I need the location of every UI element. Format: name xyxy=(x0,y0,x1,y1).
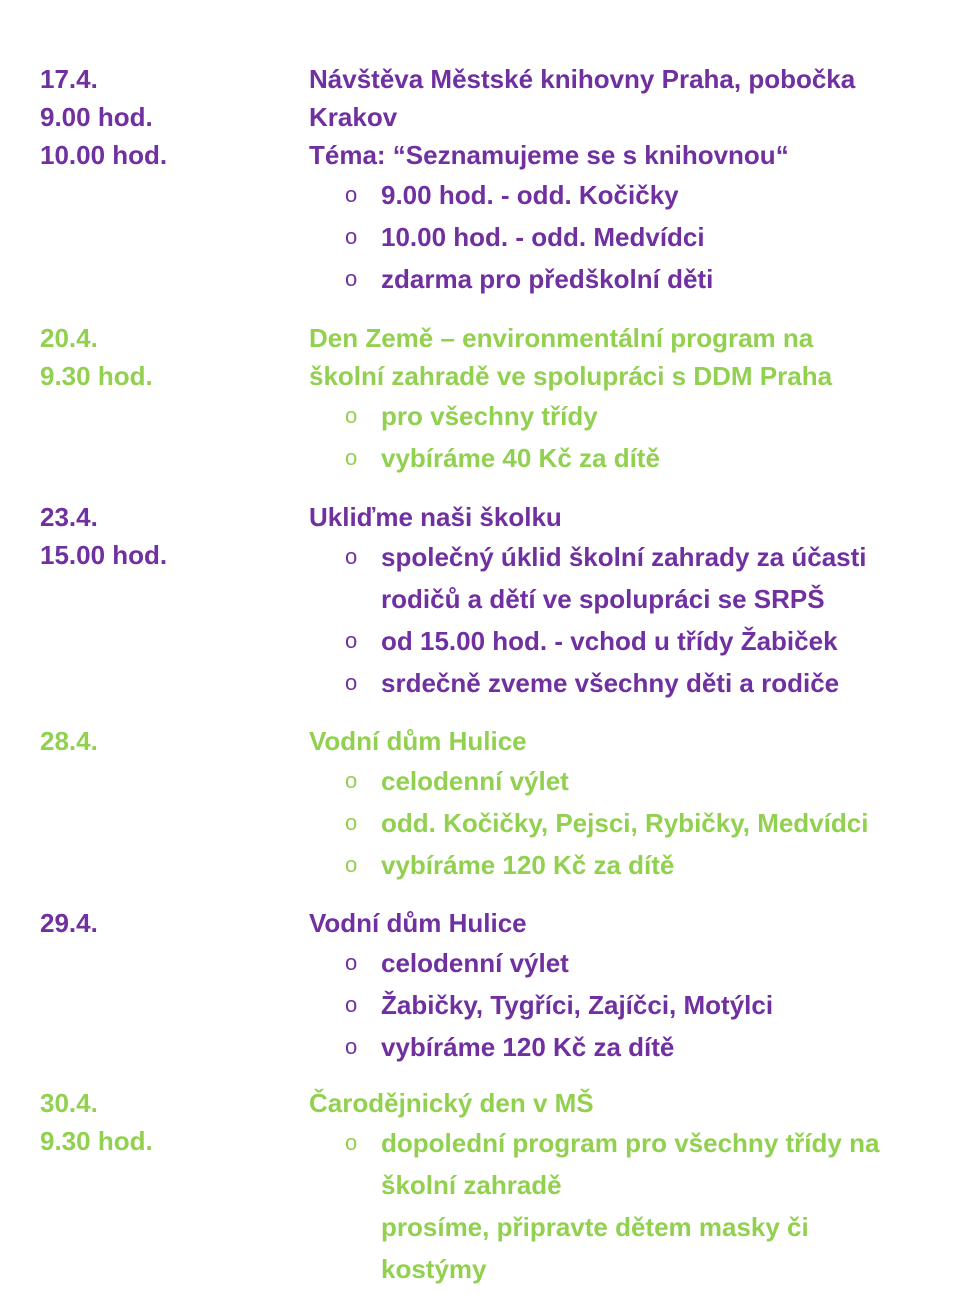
event-title: Téma: “Seznamujeme se s knihovnou“ xyxy=(309,140,789,170)
list-item-text: srdečně zveme všechny děti a rodiče xyxy=(381,668,840,698)
event-title: Den Země – environmentální program na xyxy=(309,323,814,353)
event-title: Čarodějnický den v MŠ xyxy=(309,1088,594,1118)
bullet-circle-icon: o xyxy=(345,670,358,695)
event-bullet-list xyxy=(309,942,949,1068)
list-item-text: vybíráme 40 Kč za dítě xyxy=(381,443,660,473)
list-item-text: Žabičky, Tygříci, Zajíčci, Motýlci xyxy=(381,990,774,1020)
event-details xyxy=(309,1084,949,1290)
event-bullet-list xyxy=(309,1122,949,1290)
event-date-time xyxy=(40,1084,300,1160)
bullet-circle-icon: o xyxy=(345,224,358,249)
event-bullet-list xyxy=(309,174,949,300)
event-date-time xyxy=(40,904,300,942)
list-item xyxy=(309,258,949,300)
list-item-text: celodenní výlet xyxy=(381,766,569,796)
bullet-circle-icon: o xyxy=(345,852,358,877)
list-item-text: zdarma pro předškolní děti xyxy=(381,264,714,294)
event-date: 23.4. xyxy=(40,502,98,532)
event-date-time xyxy=(40,319,300,395)
list-item xyxy=(309,620,949,662)
event-title: Ukliďme naši školku xyxy=(309,502,562,532)
event-details xyxy=(309,60,949,300)
event-title: školní zahradě ve spolupráci s DDM Praha xyxy=(309,361,833,391)
list-item xyxy=(309,174,949,216)
list-item-text: společný úklid školní zahrady za účasti xyxy=(381,542,867,572)
list-item xyxy=(309,1122,949,1164)
event-title: Krakov xyxy=(309,102,398,132)
event-bullet-list xyxy=(309,760,949,886)
bullet-circle-icon: o xyxy=(345,403,358,428)
event-date: 29.4. xyxy=(40,908,98,938)
event-bullet-list xyxy=(309,536,949,704)
event-details xyxy=(309,904,949,1068)
list-item xyxy=(309,984,949,1026)
list-item-continuation: rodičů a dětí ve spolupráci se SRPŠ xyxy=(381,584,825,614)
event-date-time xyxy=(40,498,300,574)
event-title: Vodní dům Hulice xyxy=(309,908,527,938)
list-item-continuation: školní zahradě xyxy=(381,1170,562,1200)
list-item xyxy=(309,942,949,984)
list-item-text: dopolední program pro všechny třídy na xyxy=(381,1128,880,1158)
bullet-circle-icon: o xyxy=(345,628,358,653)
list-item xyxy=(309,395,949,437)
list-item-continuation: prosíme, připravte dětem masky či xyxy=(381,1212,809,1242)
list-item xyxy=(309,536,949,578)
event-date: 30.4. xyxy=(40,1088,98,1118)
list-item-text: odd. Kočičky, Pejsci, Rybičky, Medvídci xyxy=(381,808,869,838)
event-date: 17.4. xyxy=(40,64,98,94)
bullet-circle-icon: o xyxy=(345,544,358,569)
event-time: 10.00 hod. xyxy=(40,140,168,170)
bullet-circle-icon: o xyxy=(345,992,358,1017)
event-details xyxy=(309,722,949,886)
list-item-text: celodenní výlet xyxy=(381,948,569,978)
bullet-circle-icon: o xyxy=(345,1130,358,1155)
event-time: 9.30 hod. xyxy=(40,361,153,391)
event-bullet-list xyxy=(309,395,949,479)
event-time: 9.30 hod. xyxy=(40,1126,153,1156)
event-title: Vodní dům Hulice xyxy=(309,726,527,756)
event-date-time xyxy=(40,722,300,760)
event-date: 20.4. xyxy=(40,323,98,353)
event-date: 28.4. xyxy=(40,726,98,756)
bullet-circle-icon: o xyxy=(345,950,358,975)
list-item-text: 9.00 hod. - odd. Kočičky xyxy=(381,180,679,210)
list-item xyxy=(309,437,949,479)
event-title: Návštěva Městské knihovny Praha, pobočka xyxy=(309,64,856,94)
list-item xyxy=(309,216,949,258)
list-item xyxy=(309,662,949,704)
bullet-circle-icon: o xyxy=(345,1034,358,1059)
bullet-circle-icon: o xyxy=(345,182,358,207)
event-date-time xyxy=(40,60,300,174)
event-details xyxy=(309,319,949,479)
event-time: 15.00 hod. xyxy=(40,540,168,570)
bullet-circle-icon: o xyxy=(345,445,358,470)
bullet-circle-icon: o xyxy=(345,810,358,835)
list-item xyxy=(309,760,949,802)
list-item xyxy=(309,844,949,886)
list-item-text: vybíráme 120 Kč za dítě xyxy=(381,1032,675,1062)
event-details xyxy=(309,498,949,704)
list-item xyxy=(309,802,949,844)
bullet-circle-icon: o xyxy=(345,768,358,793)
list-item-text: od 15.00 hod. - vchod u třídy Žabiček xyxy=(381,626,838,656)
list-item-text: vybíráme 120 Kč za dítě xyxy=(381,850,675,880)
list-item-continuation: kostýmy xyxy=(381,1254,487,1284)
bullet-circle-icon: o xyxy=(345,266,358,291)
list-item-text: pro všechny třídy xyxy=(381,401,598,431)
list-item-text: 10.00 hod. - odd. Medvídci xyxy=(381,222,705,252)
event-time: 9.00 hod. xyxy=(40,102,153,132)
list-item xyxy=(309,1026,949,1068)
